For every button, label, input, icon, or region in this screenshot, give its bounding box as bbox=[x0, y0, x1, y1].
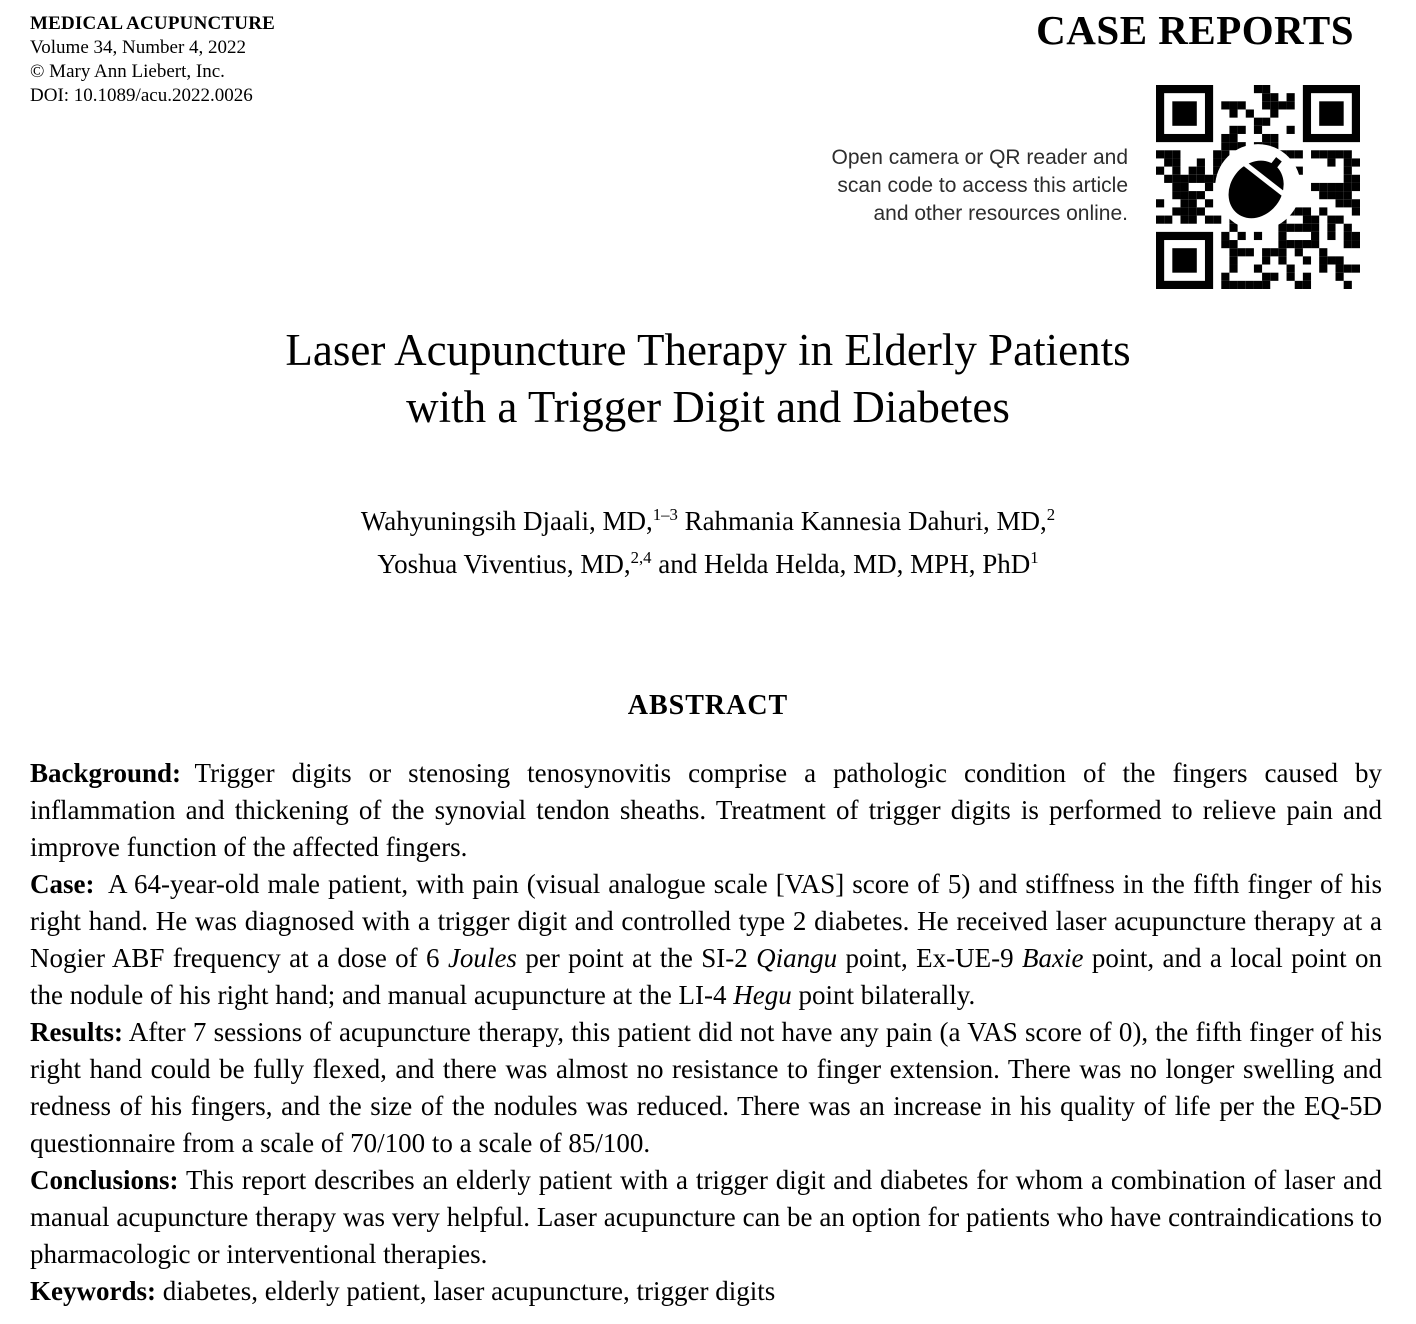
journal-name: MEDICAL ACUPUNCTURE bbox=[30, 13, 276, 34]
qr-caption bbox=[788, 144, 1128, 228]
copyright-line: © Mary Ann Liebert, Inc. bbox=[30, 61, 225, 82]
qr-code bbox=[1156, 85, 1360, 289]
article-title bbox=[0, 322, 1416, 436]
abstract-paragraph-results: Results: After 7 sessions of acupuncture therapy, this patient did not have any pain (a VAS score of 0), the fifth finger of his right hand could be fully flexed, and there was almost no resistance to finger extension. There was no longer swelling and redness of his fingers, and the size of the nodules was reduced. There was an increase in his quality of life per the EQ-5D questionnaire from a scale of 70/100 to a scale of 85/100. bbox=[30, 1017, 1382, 1158]
authors-line-1: Wahyuningsih Djaali, MD,$^{1-3}$ Rahmania Kannesia Dahuri, MD,$^2$ bbox=[360, 505, 1056, 536]
article-title-line-2: with a Trigger Digit and Diabetes bbox=[406, 382, 1010, 432]
abstract-body bbox=[30, 755, 1382, 1310]
authors-line-2: Yoshua Viventius, MD,$^{2,4}$ and Helda Helda, MD, MPH, PhD$^1$ bbox=[377, 548, 1039, 579]
qr-caption-line-3: and other resources online. bbox=[873, 202, 1128, 225]
doi-line: DOI: 10.1089/acu.2022.0026 bbox=[30, 85, 253, 106]
author-list bbox=[0, 500, 1416, 586]
qr-caption-line-1: Open camera or QR reader and bbox=[831, 146, 1128, 169]
section-label: CASE REPORTS bbox=[1036, 7, 1354, 53]
abstract-paragraph-background: Background: Trigger digits or stenosing tenosynovitis comprise a pathologic condition of the fingers caused by inflammation and thickening of the synovial tendon sheaths. Treatment of trigger digits is performed to relieve pain and improve function of the affected fingers. bbox=[30, 758, 1382, 862]
keywords-line: Keywords: diabetes, elderly patient, laser acupuncture, trigger digits bbox=[30, 1276, 776, 1306]
qr-caption-line-2: scan code to access this article bbox=[837, 174, 1128, 197]
abstract-heading: ABSTRACT bbox=[627, 690, 789, 721]
volume-line: Volume 34, Number 4, 2022 bbox=[30, 37, 247, 58]
article-title-line-1: Laser Acupuncture Therapy in Elderly Patients bbox=[285, 325, 1131, 375]
abstract-paragraph-conclusions: Conclusions: This report describes an elderly patient with a trigger digit and diabetes for whom a combination of laser and manual acupuncture therapy was very helpful. Laser acupuncture can be an option for patients who have contraindications to pharmacologic or interventional therapies. bbox=[30, 1165, 1382, 1269]
abstract-paragraph-case: Case: A 64-year-old male patient, with pain (visual analogue scale [VAS] score of 5) and stiffness in the fifth finger of his right hand. He was diagnosed with a trigger digit and controlled type 2 diabetes. He received laser acupuncture therapy at a Nogier ABF frequency at a dose of 6 Joules per point at the SI-2 Qiangu point, Ex-UE-9 Baxie point, and a local point on the nodule of his right hand; and manual acupuncture at the LI-4 Hegu point bilaterally. bbox=[30, 869, 1382, 1010]
qr-code-svg bbox=[1156, 85, 1360, 289]
masthead bbox=[30, 12, 275, 108]
